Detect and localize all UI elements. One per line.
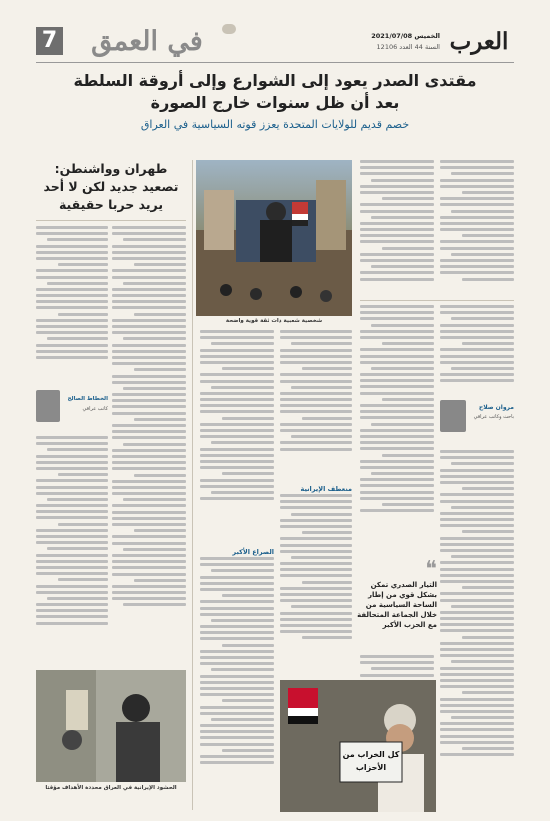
author-name: مروان صلاح [478,404,514,411]
headline-line-2: بعد أن ظل سنوات خارج الصورة [150,93,400,112]
section-heading-1: منعطف الإيرانية [300,485,352,493]
side-author-name: الخطاط الصالح [67,396,108,402]
body-column-3b [280,494,352,674]
section-heading-2: الصراع الأكبر [232,548,274,556]
side-headline-line-1: طهران وواشنطن: [54,161,168,176]
pull-quote [355,557,437,650]
intro-column-2 [360,160,434,295]
side-headline-line-2: تصعيد جديد لكن لا أحد [43,179,179,194]
main-photo-caption: شخصية شعبية ذات ثقة قوية واضحة [225,318,323,324]
side-photo-caption: الحشود الإيرانية في العراق محددة الأهداف مؤقتا [45,785,177,791]
author-role: باحث وكاتب عراقي [473,414,514,420]
side-column-2b [36,436,108,664]
side-photo-illustration [36,670,186,782]
side-headline-line-3: يريد حربا حقيقية [58,197,164,212]
side-author-box [36,390,108,430]
body-column-1b [440,450,514,810]
body-column-3 [280,330,352,480]
author-box [440,400,514,444]
section-title: في العمق [91,26,203,57]
masthead [0,0,550,68]
headline-line-1: مقتدى الصدر يعود إلى الشوارع وإلى أروقة السلطة [73,71,477,90]
side-story-headline [36,160,186,214]
newspaper-logo: العرب [449,28,509,55]
date-line: الخميس 2021/07/08 [371,32,440,40]
bottom-photo-illustration [280,680,436,812]
main-photo [196,160,352,316]
quote-mark-icon: ❝ [425,557,437,582]
side-photo [36,670,186,782]
subheadline: خصم قديم للولايات المتحدة يعزز قوته السياسية في العراق [140,118,410,131]
body-column-4 [200,330,274,540]
body-column-1 [440,305,514,395]
intro-column [440,160,514,295]
body-column-2 [360,305,434,550]
main-photo-illustration [196,160,352,316]
side-column-2a [36,226,108,386]
protest-sign-text: كل الخراب من الأحزاب [342,750,400,772]
main-headline [36,70,514,134]
side-author-role: كاتب عراقي [82,406,108,412]
side-column-1 [112,226,186,666]
body-column-4b [200,557,274,810]
page-number: 7 [41,28,58,53]
author-photo [440,400,466,432]
issue-line: السنة 44 العدد 12106 [376,43,440,51]
page-number-box [36,27,63,55]
bottom-photo [280,680,436,812]
side-author-photo [36,390,60,422]
pull-quote-text: التيار الصدري تمكن بشكل قوي من إطار الساحة السياسية من خلال الجماعة المتحالفة مع الحزب الأكبر [357,581,437,629]
speech-bubble-icon [222,24,236,34]
